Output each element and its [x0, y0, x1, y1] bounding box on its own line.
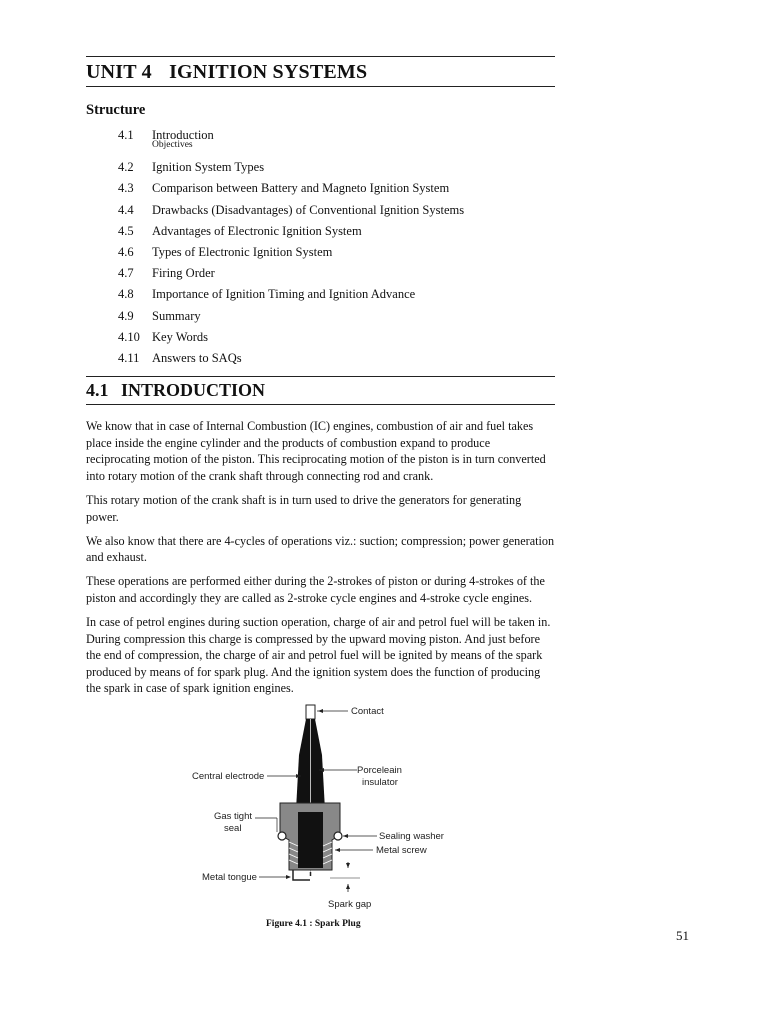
list-item: [118, 242, 555, 263]
inner-core: [298, 812, 323, 868]
item-number: 4.11: [118, 350, 140, 365]
item-number: 4.4: [118, 202, 134, 217]
label-metal-tongue: Metal tongue: [202, 872, 257, 883]
figure-caption: Figure 4.1 : Spark Plug: [266, 919, 361, 929]
list-item: [118, 221, 555, 242]
section-top-rule: [86, 376, 555, 377]
item-label: Key Words: [152, 329, 209, 344]
paragraph: We know that in case of Internal Combustion (IC) engines, combustion of air and fuel takes place inside the engine cylinder and the products of combustion expand to produce reciprocating motion of the piston. This reciprocating motion of the piston is in turn converted into rotary motion of the crank shaft through connecting rod and crank.: [86, 419, 546, 483]
item-number: 4.10: [118, 329, 140, 344]
spark-plug-figure: [185, 700, 465, 910]
page-number: 51: [676, 928, 689, 943]
paragraph: We also know that there are 4-cycles of operations viz.: suction; compression; power generation and exhaust.: [86, 533, 555, 565]
label-contact: Contact: [351, 706, 384, 717]
list-item: [118, 263, 555, 284]
item-number: 4.8: [118, 287, 134, 302]
item-number: 4.1: [118, 128, 134, 143]
item-label: Answers to SAQs: [152, 350, 242, 365]
label-spark-gap: Spark gap: [328, 899, 372, 910]
section-bottom-rule: [86, 404, 555, 405]
paragraph: These operations are performed either during the 2-strokes of piston or during 4-strokes of the piston and accordingly they are called as 2-stroke cycle engines and 4-stroke cycle engines.: [86, 574, 545, 605]
item-number: 4.3: [118, 181, 134, 196]
item-number: 4.9: [118, 308, 134, 323]
label-metal-screw: Metal screw: [376, 845, 427, 856]
unit-title-rule: [86, 86, 555, 87]
gas-seal-ring: [278, 832, 286, 840]
label-porcelain-1: Porceleain: [357, 765, 402, 776]
unit-title: [86, 61, 555, 84]
item-label: Drawbacks (Disadvantages) of Conventional Ignition Systems: [152, 202, 465, 217]
paragraph: In case of petrol engines during suction operation, charge of air and petrol fuel will be taken in. During compression this charge is compressed by the upward moving piston. And just before the end of compression, the charge of air and petrol fuel will be ignited by means of the spark produced by means of for spark plug. And the ignition system does the function of producing the spark in case of spark ignition engines.: [86, 615, 551, 696]
item-label: Firing Order: [152, 266, 215, 281]
page-content: [86, 56, 555, 704]
label-gas-tight-2: seal: [224, 823, 242, 834]
structure-heading: Structure: [86, 102, 146, 118]
item-number: 4.6: [118, 245, 134, 260]
paragraph: This rotary motion of the crank shaft is in turn used to drive the generators for generating power.: [86, 492, 522, 524]
unit-number: UNIT 4: [86, 61, 152, 83]
list-item: [118, 348, 555, 369]
item-number: 4.7: [118, 266, 134, 281]
item-label: Summary: [152, 308, 201, 323]
unit-title-text: IGNITION SYSTEMS: [169, 61, 368, 83]
structure-list: [118, 125, 555, 369]
list-item: [118, 178, 555, 199]
section-title: [86, 380, 555, 401]
item-label: Comparison between Battery and Magneto Ignition System: [152, 181, 450, 196]
item-label: Ignition System Types: [152, 160, 265, 175]
contact-terminal: [306, 705, 315, 719]
list-item: [118, 306, 555, 327]
item-label: Advantages of Electronic Ignition System: [152, 223, 362, 238]
label-gas-tight-1: Gas tight: [214, 811, 253, 822]
list-item: [118, 200, 555, 221]
list-item: [118, 284, 555, 305]
section-title-text: INTRODUCTION: [121, 380, 266, 401]
metal-tongue: [293, 870, 310, 880]
top-rule: [86, 56, 555, 57]
item-number: 4.5: [118, 223, 134, 238]
item-number: 4.2: [118, 160, 134, 175]
list-subitem: Objectives: [152, 140, 193, 151]
label-porcelain-2: insulator: [362, 777, 398, 788]
label-sealing-washer: Sealing washer: [379, 831, 444, 842]
label-central-electrode: Central electrode: [192, 771, 265, 782]
list-item: [118, 157, 555, 178]
section-number: 4.1: [86, 380, 109, 401]
item-label: Importance of Ignition Timing and Ignition Advance: [152, 287, 416, 302]
list-item: [118, 327, 555, 348]
item-label: Introduction: [152, 128, 214, 143]
item-label: Types of Electronic Ignition System: [152, 245, 333, 260]
sealing-washer-ring: [334, 832, 342, 840]
